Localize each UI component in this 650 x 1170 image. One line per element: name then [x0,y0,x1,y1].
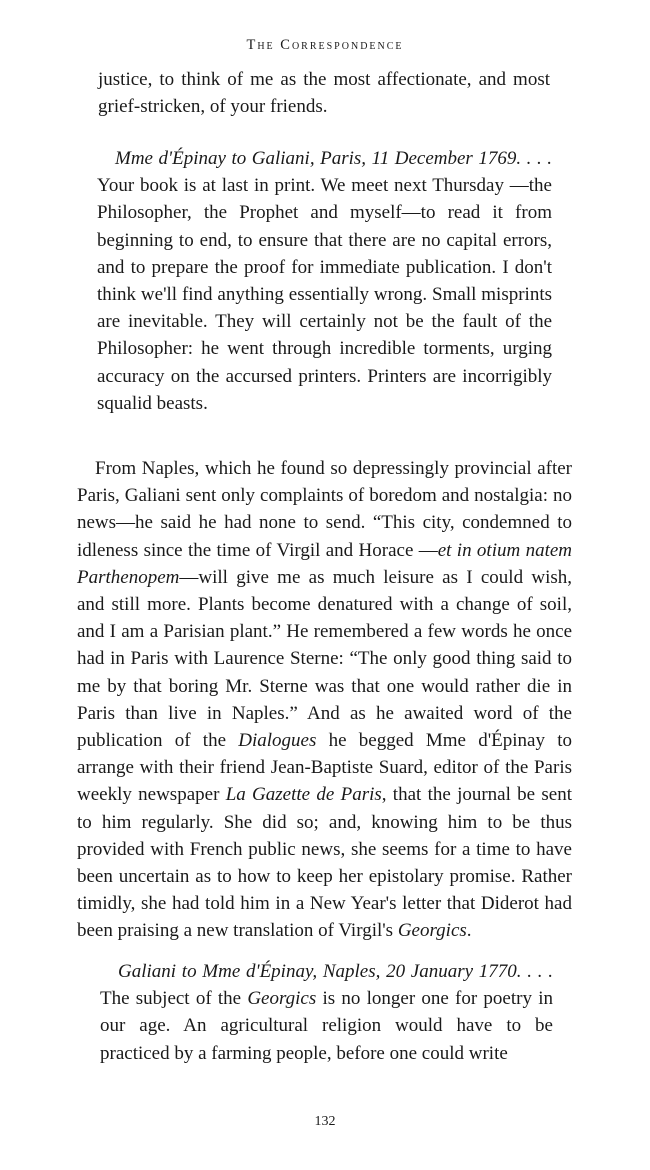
letter-excerpt-1 [97,145,552,417]
letter-heading-2: Galiani to Mme d'Épinay, Naples, 20 January 1770. . . . [118,961,553,982]
gazette-title: La Gazette de Paris [225,784,382,806]
running-head: The Correspondence [246,37,404,53]
letter-excerpt-2 [100,958,553,1067]
continuation-paragraph [98,66,550,120]
narrative-text-2: —will give me as much leisure as I could wish, and still more. Plants become denatured with a change of soil, and I am a Parisian plant.” He remembered a few words he once had in Paris with Laurence Sterne: “The only good thing said to me by that boring Mr. Sterne was that one would rather die in Paris than live in Naples.” And as he awaited word of the publication of the [77,566,572,752]
letter-body-1: Your book is at last in print. We meet next Thursday —the Philosopher, the Prophet and myself—to read it from beginning to end, to ensure that there are no capital errors, and to prepare the proof for immediate publication. I don't think we'll find anything essentially wrong. Small misprints are inevitable. They will certainly not be the fault of the Philosopher: he went through incredible torments, urging accuracy on the accursed printers. Printers are incorrigibly squalid beasts. [97,175,552,414]
letter-body-2b: is no longer one for poetry in our age. An agricultural religion would have to be practiced by a farming people, before one could write [100,988,553,1064]
georgics-title: Georgics [397,920,467,942]
narrative-text-3: he begged Mme d'Épinay to arrange with their friend Jean-Baptiste Suard, editor of the Paris weekly newspaper [77,730,572,806]
dialogues-title: Dialogues [238,730,317,752]
letter-heading-1: Mme d'Épinay to Galiani, Paris, 11 December 1769. . . . [115,148,552,169]
latin-phrase: et in otium natem Parthenopem [77,539,572,588]
continuation-text: justice, to think of me as the most affectionate, and most grief-stricken, of your friends. [98,69,550,118]
letter-body-2a: The subject of the [100,988,248,1010]
narrative-text-1: From Naples, which he found so depressingly provincial after Paris, Galiani sent only complaints of boredom and nostalgia: no news—he said he had none to send. “This city, condemned to idleness since the time of Virgil and Horace — [77,458,572,561]
page-number: 132 [314,1114,336,1129]
narrative-text-5: . [466,920,472,942]
narrative-text-4: , that the journal be sent to him regularly. She did so; and, knowing him to be thus provided with French public news, she seems for a time to have been uncertain as to how to keep her epistolary promise. Rather timidly, she had told him in a New Year's letter that Diderot had been praising a new translation of Virgil's [77,784,573,942]
georgics-title-2: Georgics [247,988,317,1010]
narrative-paragraph [77,455,572,945]
